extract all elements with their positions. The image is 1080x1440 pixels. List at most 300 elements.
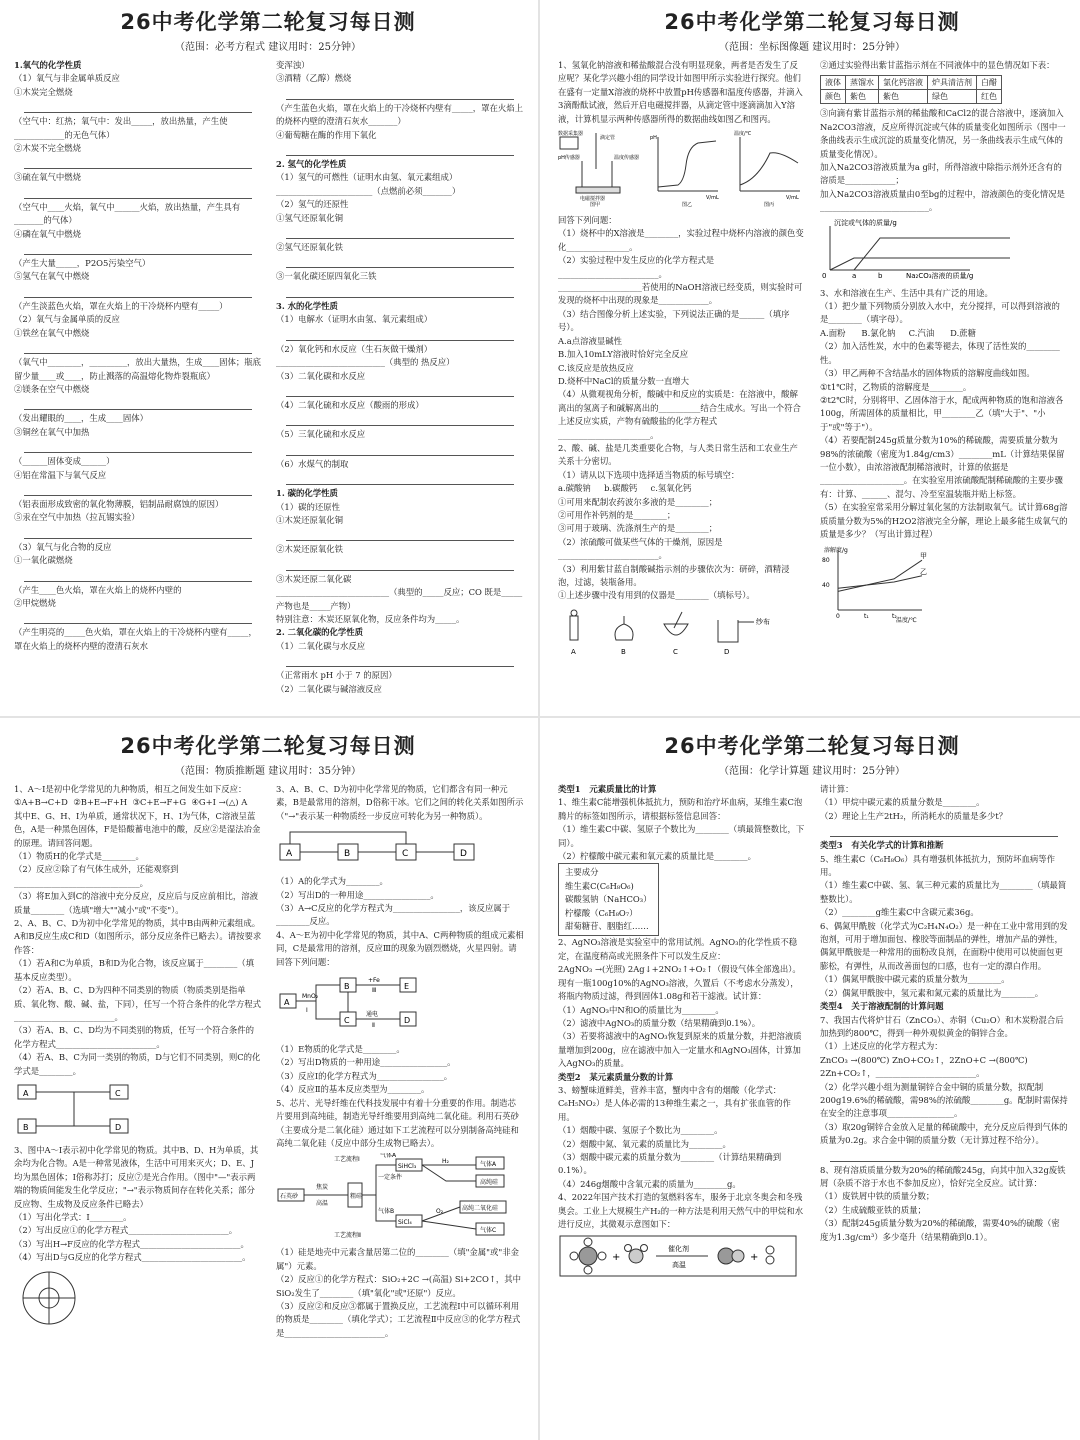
answer-blank-line[interactable] <box>286 284 514 298</box>
text-line: B.加入10mLY溶液时恰好完全反应 <box>558 349 689 360</box>
label-option-a: A <box>571 647 576 656</box>
text-line: a.碳酸钠 b.碳酸钙 c.氢氧化钙 <box>558 483 692 494</box>
text-line: ①铁丝在氧气中燃烧 <box>14 327 90 338</box>
node-a: A <box>286 849 293 860</box>
label-electrolysis: 通电 <box>366 1011 379 1019</box>
text-line: （2）加入活性炭，水中的色素等褪去，体现了活性炭的________性。 <box>820 341 1060 365</box>
text-line: （2）若A、B、C、D为四种不同类别的物质（物质类别是指单质、氧化物、酸、碱、盐，下同），任写一个符合条件的化学方程式________________________。 <box>14 985 262 1022</box>
label-condition: 一定条件 <box>378 1174 403 1182</box>
text-line: （2）烟酸中氮、氧元素的质量比为________。 <box>558 1138 731 1149</box>
text-line: （1）硅是地壳中元素含量居第二位的________（填"金属"或"非金属"）元素。 <box>276 1247 520 1271</box>
text-line: ①一氧化碳燃烧 <box>14 555 73 566</box>
label-quartz-sand: 石英砂 <box>280 1193 299 1201</box>
text-line: 5、维生素C（C₆H₈O₆）具有增强机体抵抗力，预防坏血病等作用。 <box>820 853 1056 878</box>
text-line: 特别注意：木炭还原氧化物，反应条件均为_____。 <box>276 613 465 624</box>
label-fig-yi: 图乙 <box>682 202 693 208</box>
text-line: （2）偶氮甲酰胺中，氢元素和氮元素的质量比为________。 <box>820 987 1044 998</box>
vitamin-label-box <box>558 863 659 936</box>
indicator-color-table <box>820 75 1002 104</box>
answer-blank-line[interactable] <box>286 327 514 341</box>
label-option-c: C <box>673 647 678 656</box>
text-line: （产生大量_____，P2O5污染空气） <box>14 258 151 269</box>
text-line: ②木炭还原氧化铁 <box>276 544 343 555</box>
flow-mno2-svg <box>276 972 476 1036</box>
text-line: （1）维生素C中碳、氢原子个数比为________（填最简整数比，下同）。 <box>558 824 805 848</box>
worksheet-subtitle: （范围：化学计算题 建议用时：25分钟） <box>719 766 905 777</box>
data-collector-icon <box>560 137 578 149</box>
table-cell: 炉具清洁剂 <box>928 76 977 90</box>
text-line: 1、氢氧化钠溶液和稀盐酸混合没有明显现象，两者是否发生了反应呢？某化学兴趣小组的同学设计如图甲所示实验进行探究。他们在盛有一定量X溶液的烧杯中放置pH传感器和温度传感器，并滴入3滴酚酞试液，然后开启电磁搅拌器，从滴定管中逐滴滴加入Y溶液，计算机显示两种传感器所得的数据曲线如图乙和图丙。 <box>558 60 803 124</box>
temperature-curve <box>740 153 798 185</box>
text-line: A.面粉 B.氯化钠 C.汽油 D.蔗糖 <box>820 327 977 338</box>
text-line: 维生素C(C₆H₈O₆) <box>565 880 634 891</box>
text-line: ②可用作补钙剂的是________； <box>558 509 676 520</box>
answer-blank-line[interactable] <box>830 1148 1058 1162</box>
label-gas-c: 气体C <box>480 1227 497 1235</box>
label-reaction-1: Ⅰ <box>306 1007 308 1015</box>
text-line: 1. 碳的化学性质 <box>276 488 338 499</box>
text-line: ③可用于玻璃、洗涤剂生产的是________； <box>558 523 718 534</box>
answer-blank-line[interactable] <box>24 439 252 453</box>
worksheet-title: 26中考化学第二轮复习每日测 <box>664 734 960 758</box>
text-line: （2）________g维生素C中含碳元素36g。 <box>820 907 979 918</box>
text-line: ⑤汞在空气中加热（拉瓦锡实验） <box>14 512 140 523</box>
text-line: （4）从微观视角分析，酸碱中和反应的实质是：在溶液中，酸解离出的氢离子和碱解离出的__________结合生成水。写出一个符合上述反应实质，产物有硫酸盐的化学方程式______________________。 <box>558 389 801 440</box>
precipitate-curve <box>854 238 1010 270</box>
label-sicl4: SiCl₄ <box>398 1219 412 1227</box>
text-line: ②t2℃时，分别将甲、乙固体溶于水，配成两种物质的饱和溶液各100g，所需固体的质量相比，甲________乙（填"大于"、"小于"或"等于"）。 <box>820 394 1064 432</box>
text-line: 2AgNO₃ →(光照) 2Ag↓+2NO₂↑+O₂↑（假设气体全部逸出）。现有一瓶100g10%的AgNO₃溶液，久置后（不考虑水分蒸发），将瓶内物质过滤，得到固体1.08g和若干滤液。试计算： <box>558 964 801 1002</box>
text-line: （1）烧杯中的X溶液是________，实验过程中烧杯内溶液的颜色变化_______________。 <box>558 228 804 252</box>
question-2-part3 <box>820 107 1068 214</box>
label-ph-sensor: pH传感器 <box>558 155 580 162</box>
node-c: C <box>115 1088 121 1098</box>
text-line: 碳酸氢钠（NaHCO₃） <box>565 894 652 905</box>
label-h2: H₂ <box>442 1158 449 1166</box>
worksheet-subtitle: （范围：坐标图像题 建议用时：25分钟） <box>719 42 905 53</box>
text-line: 1、维生素C能增强机体抵抗力，预防和治疗坏血病，某维生素C泡腾片的标签如图所示，请根据标签信息回答： <box>558 797 803 821</box>
silicon-process-diagram <box>276 1153 524 1243</box>
text-line: ③硫在氧气中燃烧 <box>14 172 81 183</box>
label-process-1: 工艺流程Ⅰ <box>334 1156 360 1164</box>
text-line: （4）写出D与G反应的化学方程式________________________。 <box>14 1252 251 1263</box>
label-fig-jia: 图甲 <box>590 202 601 208</box>
label-x-axis: Na₂CO₃溶液的质量/g <box>906 271 974 280</box>
label-reaction-3: Ⅲ <box>372 987 377 995</box>
abcd-relation-diagram <box>14 1081 262 1141</box>
text-line: （1）偶氮甲酰胺中碳元素的质量分数为________。 <box>820 974 1010 985</box>
node-b: B <box>344 849 351 860</box>
node-d: D <box>460 849 467 860</box>
label-o2: O₂ <box>436 1208 444 1216</box>
column-right <box>276 59 524 696</box>
text-line: （4）若A、B、C为同一类别的物质，D与它们不同类别，则C的化学式是________。 <box>14 1052 261 1076</box>
y-tick-label: 40 <box>822 582 830 590</box>
column-right <box>276 783 524 1340</box>
label-stirrer: 电磁搅拌器 <box>580 196 606 203</box>
label-collector: 数据采集器 <box>558 131 584 138</box>
text-line: （1）废铁屑中铁的质量分数； <box>820 1191 935 1202</box>
text-line: （2）实验过程中发生反应的化学方程式是________________________。 <box>558 255 715 279</box>
text-line: 类型3 有关化学式的计算和推断 <box>820 840 944 851</box>
text-line: （3）氧气与化合物的反应 <box>14 541 112 552</box>
answer-blank-line[interactable] <box>286 527 514 541</box>
text-line: （2）理论上生产2tH₂，所消耗水的质量是多少t？ <box>820 810 1008 821</box>
answer-blank-line[interactable] <box>286 225 514 239</box>
text-line: （产生明亮的_____色火焰，罩在火焰上的干冷烧杯内壁有_____，罩在火焰上的烧杯内壁的澄清石灰水 <box>14 627 257 651</box>
text-line: （1）氢气的可燃性（证明水由氢、氧元素组成） <box>276 172 458 183</box>
text-line: （产生淡蓝色火焰，罩在火焰上的干冷烧杯内壁有_____） <box>14 300 228 311</box>
answer-blank-line[interactable] <box>24 610 252 624</box>
text-line: ①A+B→C+D ②B+E→F+H ③C+E→F+G ④G+I →(△) A <box>14 797 248 808</box>
text-line: （1）若A和C为单质，B和D为化合物，该反应属于________（填基本反应类型）。 <box>14 958 255 982</box>
text-line: 3、螃蟹味道鲜美，营养丰富，蟹肉中含有的烟酸（化学式：C₆H₅NO₂）是人体必需的13种维生素之一，具有扩张血管的作用。 <box>558 1084 791 1122</box>
label-temp-axis: 温度/℃ <box>734 131 752 138</box>
label-a: a <box>852 271 857 280</box>
label-gauze: 纱布 <box>756 617 770 626</box>
column-left <box>558 59 806 665</box>
apparatus-figure <box>558 130 639 207</box>
text-line: （3）写出H→F反应的化学方程式________________________。 <box>14 1238 249 1249</box>
text-line: ④磷在氧气中燃烧 <box>14 228 81 239</box>
text-line: （6）水煤气的制取 <box>276 458 349 469</box>
answer-blank-line[interactable] <box>24 185 252 199</box>
answer-blank-line[interactable] <box>286 557 514 571</box>
methane-micro-svg <box>558 1234 798 1278</box>
text-line: （1）AgNO₃中N和O的质量比为________。 <box>558 1004 724 1015</box>
question-5 <box>276 1043 524 1150</box>
text-line: 类型2 某元素质量分数的计算 <box>558 1071 674 1082</box>
precipitate-gas-svg <box>820 218 1020 280</box>
text-line: ②木炭不完全燃烧 <box>14 143 81 154</box>
label-volume-axis: V/mL <box>706 195 719 202</box>
x-tick-label: 0 <box>836 613 840 621</box>
column-left <box>14 783 262 1340</box>
question-1-2 <box>14 783 262 1078</box>
text-line: 加入Na2CO3溶液质量由0至bg的过程中，溶液颜色的变化情况是__________________________。 <box>820 188 1065 213</box>
question-1-2-parts <box>558 214 806 603</box>
text-line: ____________________若使用的NaOH溶液已经变质，则实验时可发现的烧杯中出现的现象是____________。 <box>558 282 803 306</box>
label-option-b: B <box>621 647 626 656</box>
precipitate-gas-chart <box>820 218 1068 284</box>
solubility-chart <box>820 544 1068 628</box>
column-left <box>14 59 262 696</box>
question-1-stem <box>558 59 806 126</box>
y-tick-label: 80 <box>822 557 830 565</box>
text-line: 1.氧气的化学性质 <box>14 60 82 70</box>
text-line: （2）滤液中AgNO₃的质量分数（结果精确到0.1%）。 <box>558 1017 761 1028</box>
answer-blank-line[interactable] <box>286 442 514 456</box>
text-line: （2）反应②除了有气体生成外，还能观察到______________________________。 <box>14 864 179 888</box>
text-line: 3、图中A～I表示初中化学常见的物质。其中B、D、H为单质，其余均为化合物。A是一种常见液体，生活中可用来灭火；D、E、J均为黑色固体；I俗称苏打；反应⑦是光合作用。（图中"—"表示两端的物质间能发生化学反应；"→"表示物质间存在转化关系；部分反应物、生成物及反应条件已略去） <box>14 1144 259 1209</box>
label-gas-b: 气体B <box>378 1208 395 1216</box>
text-line: （4）若要配制245g质量分数为10%的稀硫酸，需要质量分数为98%的浓硫酸（密度为1.84g/cm3）________mL（计算结果保留一位小数），由浓溶液配制稀溶液时，计算的依据是____________________。在实验室用浓硫酸配制稀硫酸的主要步骤有：计算、______、混匀、冷至室温装瓶并贴上标签。 <box>820 435 1065 499</box>
gas-curve <box>830 258 1010 270</box>
text-line: （3）A→C反应的化学方程式为________________，该反应属于________反应。 <box>276 903 511 927</box>
answer-blank-line[interactable] <box>24 525 252 539</box>
answer-blank-line[interactable] <box>286 653 514 667</box>
node-a: A <box>23 1088 29 1098</box>
table-cell: 红色 <box>977 90 1002 104</box>
text-line: （1）氧气与非金属单质反应 <box>14 73 120 84</box>
question-3-right <box>276 783 524 823</box>
label-b: b <box>878 271 883 280</box>
label-fe: +Fe <box>368 977 380 985</box>
worksheet-title: 26中考化学第二轮复习每日测 <box>120 734 416 758</box>
text-line: 7、我国古代将炉甘石（ZnCO₃）、赤铜（Cu₂O）和木炭粉混合后加热到约800℃，得到一种外观似黄金的铜锌合金。 <box>820 1014 1064 1038</box>
table-cell: 蒸馏水 <box>846 76 879 90</box>
worksheet-inference <box>0 724 536 1436</box>
text-line: （3）甲乙两种不含结晶水的固体物质的溶解度曲线如图。 <box>820 368 1035 379</box>
worksheet-title: 26中考化学第二轮复习每日测 <box>120 10 416 34</box>
table-cell: 颜色 <box>821 90 846 104</box>
text-line: 2. 氢气的化学性质 <box>276 159 347 170</box>
type-1-question <box>558 783 806 863</box>
text-line: （2）氧气与金属单质的反应 <box>14 314 120 325</box>
text-line: （4）246g烟酸中含氧元素的质量为________g。 <box>558 1178 741 1189</box>
text-line: 类型4 关于溶液配制的计算问题 <box>820 1001 944 1012</box>
text-line: （2）反应①的化学方程式：SiO₂+2C →(高温) Si+2CO↑，其中SiO₂发生了________（填"氧化"或"还原"）反应。 <box>276 1274 522 1298</box>
x-tick-label: t₂ <box>892 613 897 621</box>
text-line: A.a点溶液显碱性 <box>558 335 622 346</box>
beaker-with-gauze-icon <box>718 620 754 642</box>
text-line: （1）上述反应的化学方程式为： <box>820 1041 943 1052</box>
answer-blank-line[interactable] <box>24 568 252 582</box>
answer-blank-line[interactable] <box>24 284 252 298</box>
text-line: （3）取20g铜锌合金放入足量的稀硫酸中，充分反应后得到气体的质量为0.2g。求合金中铜的质量分数（无计算过程不给分）。 <box>820 1121 1068 1146</box>
text-line: 主要成分 <box>565 867 599 878</box>
dropper-icon <box>570 610 578 640</box>
titration-figures <box>558 129 806 211</box>
text-line: （正常雨水 pH 小于 7 的原因） <box>276 670 397 681</box>
series-label: 乙 <box>920 568 927 577</box>
text-line: ①t1℃时，乙物质的溶解度是________。 <box>820 381 972 392</box>
label-high-temp: 高温 <box>672 1261 686 1270</box>
text-line: 3、A、B、C、D为初中化学常见的物质，它们都含有同一种元素，B是最常用的溶剂，D俗称干冰。它们之间的转化关系如图所示（"→"表示某一种物质经一步反应可转化为另一种物质）。 <box>276 784 524 821</box>
label-sihcl3: SiHCl₃ <box>398 1163 417 1171</box>
question-5-parts <box>276 1246 524 1340</box>
text-line: （3）反应Ⅰ的化学方程式为________________。 <box>276 1070 453 1081</box>
text-line: ②镁条在空气中燃烧 <box>14 383 90 394</box>
silicon-process-svg <box>276 1153 516 1239</box>
answer-blank-line[interactable] <box>286 412 514 426</box>
table-cell: 液体 <box>821 76 846 90</box>
text-line: （3）二氧化碳和水反应 <box>276 370 366 381</box>
table-cell: 绿色 <box>928 90 977 104</box>
answer-blank-line[interactable] <box>24 155 252 169</box>
text-line: 请计算： <box>820 784 854 794</box>
answer-blank-line[interactable] <box>286 254 514 268</box>
answer-blank-line[interactable] <box>24 241 252 255</box>
x-tick-label: t₁ <box>864 613 869 621</box>
node-d: D <box>115 1122 122 1132</box>
answer-blank-line[interactable] <box>830 823 1058 837</box>
label-gas-a: 气体A <box>380 1153 397 1160</box>
question-3-left <box>14 1144 262 1265</box>
text-line: （空气中：红热；氧气中：发出_____，放出热量，产生使____________的无色气体） <box>14 116 228 140</box>
label-reaction-2: Ⅱ <box>372 1022 375 1030</box>
water-molecule-icon <box>625 1245 648 1264</box>
text-line: 2、AgNO₃溶液是实验室中的常用试剂。AgNO₃的化学性质不稳定，在温度稍高或光照条件下可以发生反应： <box>558 937 798 961</box>
label-coke: 焦炭 <box>316 1184 329 1192</box>
node-c: C <box>344 1016 350 1026</box>
methane-molecule-icon <box>570 1238 606 1274</box>
text-line: 6、偶氮甲酰胺（化学式为C₂H₄N₄O₂）是一种在工业中常用到的发泡剂，可用于增加面包、橡胶等面制品的弹性，增加产品的弹性，偶氮甲酰胺是一种常用的面粉改良剂，在面粉中使用可以使面包更膨松，有弹性，从而改善面包的口感，也有一定的漂白作用。 <box>820 920 1068 971</box>
text-line: （1）E物质的化学式是________。 <box>276 1044 405 1055</box>
text-line: （3）配制245g质量分数为20%的稀硫酸，需要40%的硫酸（密度为1.3g/cm³）多少毫升（结果精确到0.1）。 <box>820 1218 1060 1242</box>
answer-blank-line[interactable] <box>24 340 252 354</box>
column-right <box>820 783 1068 1285</box>
text-line: 类型1 元素质量比的计算 <box>558 784 657 794</box>
y-axis-label: 溶解度/g <box>824 547 848 555</box>
label-y-axis: 沉淀或气体的质量/g <box>834 218 897 227</box>
column-left <box>558 783 806 1285</box>
text-line: ④葡萄糖在酶的作用下氧化 <box>276 129 377 140</box>
text-line: 加入Na2CO3溶液质量为a g时，所得溶液中除指示剂外还含有的溶质是____________； <box>820 162 1062 186</box>
text-line: （5）三氧化硫和水反应 <box>276 429 366 440</box>
label-catalyst: 催化剂 <box>668 1245 689 1254</box>
text-line: （2）氢气的还原性 <box>276 199 349 210</box>
worksheet-graphs <box>544 0 1080 712</box>
text-line: ③铜丝在氧气中加热 <box>14 426 90 437</box>
text-line: （1）把少量下列物质分别放入水中，充分搅拌，可以得到溶液的是________（填字母）。 <box>820 301 1060 325</box>
text-line: （2）柠檬酸中碳元素和氧元素的质量比是________。 <box>558 851 756 862</box>
circle-network-diagram <box>14 1268 262 1332</box>
answer-blank-line[interactable] <box>286 471 514 485</box>
answer-blank-line[interactable] <box>24 99 252 113</box>
text-line: （1）维生素C中碳、氢、氧三种元素的质量比为________（填最简整数比）。 <box>820 880 1067 904</box>
text-line: （1）烟酸中碳、氢原子个数比为________。 <box>558 1125 723 1136</box>
label-temp-sensor: 温度传感器 <box>614 155 640 162</box>
temperature-curve-figure <box>734 130 800 207</box>
text-line: （3）若A、B、C、D均为不同类别的物质，任写一个符合条件的化学方程式________________________。 <box>14 1025 255 1049</box>
text-line: 2、A、B、C、D为初中化学常见的物质，其中B由两种元素组成。A和B反应生成C和D（如图所示，部分反应条件已略去）。请按要求作答： <box>14 918 262 955</box>
text-line: 1、A～I是初中化学常见的九种物质，相互之间发生如下反应： <box>14 784 247 794</box>
text-line: ①氢气还原氧化铜 <box>276 212 343 223</box>
worksheet-title: 26中考化学第二轮复习每日测 <box>664 10 960 34</box>
text-line: ①木炭完全燃烧 <box>14 86 73 97</box>
svg-text:+: + <box>612 1252 621 1264</box>
methane-micro-diagram <box>558 1234 806 1282</box>
text-line: __________________________（典型的 热反应） <box>276 357 455 368</box>
text-line: ⑤氢气在氧气中燃烧 <box>14 271 90 282</box>
text-line: （3）烟酸中碳元素的质量分数为________（计算结果精确到0.1%）。 <box>558 1151 782 1176</box>
ph-curve <box>658 141 716 187</box>
text-line: C.该反应是放热反应 <box>558 362 634 373</box>
text-line: （3）利用紫甘蓝自制酸碱指示剂的步骤依次为：研碎，酒精浸泡，过滤，装瓶备用。 <box>558 563 790 587</box>
label-ph-axis: pH <box>650 135 657 142</box>
flow-abcd-svg <box>276 826 506 868</box>
table-cell: 紫色 <box>846 90 879 104</box>
text-line: （氧气中________，_________，放出大量热，生成____固体；瓶底留少量____或____，防止溅落的高温熔化物炸裂瓶底） <box>14 357 262 381</box>
label-gas-a-out: 气体A <box>480 1161 497 1169</box>
text-line: ③木炭还原二氧化碳 <box>276 573 352 584</box>
label-burette: 滴定管 <box>600 135 616 142</box>
beaker-icon <box>582 161 612 187</box>
text-line: _______________________（点燃前必须_______） <box>276 185 461 196</box>
worksheet-subtitle: （范围：物质推断题 建议用时：35分钟） <box>175 766 361 777</box>
text-line: （发出耀眼的____，生成____固体） <box>14 413 148 424</box>
text-line: （空气中____火焰，氧气中______火焰，放出热量，产生具有_______的气体） <box>14 201 241 226</box>
text-line: ___________________________（典型的_____反应；CO 既是_____产物也是_____产物） <box>276 587 523 611</box>
text-line: （1）物质H的化学式是________。 <box>14 851 144 862</box>
label-option-d: D <box>724 647 730 656</box>
titration-figure-svg <box>558 129 803 207</box>
vertical-divider <box>538 0 540 1440</box>
text-line: （3）将E加入到C的溶液中充分反应，反应后与反应前相比，溶液质量________（选填"增大""减小"或"不变"）。 <box>14 891 258 915</box>
text-line: （3）结合图像分析上述实验，下列说法正确的是______（填序号）。 <box>558 308 790 333</box>
instrument-figure <box>558 606 806 662</box>
alcohol-lamp-icon <box>615 616 633 640</box>
co-molecule-icon <box>718 1248 744 1264</box>
text-line: （4）反应Ⅱ的基本反应类型为________。 <box>276 1084 430 1095</box>
text-line: 2、酸、碱、盐是几类重要化合物，与人类日常生活和工农业生产关系十分密切。 <box>558 442 798 467</box>
text-line: ①可用来配制农药波尔多液的是________； <box>558 496 718 507</box>
text-line: （1）A的化学式为________。 <box>276 876 388 887</box>
text-line: ②通过实验得出紫甘蓝指示剂在不同液体中的显色情况如下表： <box>820 60 1055 70</box>
node-b: B <box>23 1122 29 1132</box>
node-a: A <box>284 998 290 1008</box>
solubility-chart-svg <box>820 544 930 624</box>
node-e: E <box>404 982 410 992</box>
svg-text:+: + <box>750 1252 759 1264</box>
text-line: （2）写出反应①的化学方程式________________________。 <box>14 1225 238 1236</box>
text-line: （4）二氧化硫和水反应（酸雨的形成） <box>276 399 424 410</box>
mortar-icon <box>664 612 688 635</box>
stirrer-icon <box>576 187 620 193</box>
text-line: ②甲烷燃烧 <box>14 597 56 608</box>
text-line: （产生____色火焰，罩在火焰上的烧杯内壁的 <box>14 584 182 595</box>
flow-mno2-diagram <box>276 972 524 1040</box>
answer-blank-line[interactable] <box>286 86 514 100</box>
label-crude-si: 粗硅 <box>350 1193 363 1201</box>
text-line: （2）写出D物质的一种用途________________。 <box>276 1057 456 1068</box>
text-line: （产生蓝色火焰，罩在火焰上的干冷烧杯内壁有_____，罩在火焰上的烧杯内壁的澄清石灰水_______） <box>276 102 524 127</box>
question-3 <box>820 287 1068 542</box>
text-line: 2. 二氧化碳的化学性质 <box>276 627 364 638</box>
text-line: 5、芯片、光导纤维在代科技发展中有着十分重要的作用。制造芯片要用到高纯硅，制造光导纤维要用到高纯二氧化硅。利用石英砂（主要成分是二氧化硅）通过如下工艺流程可以分别制备高纯硅和高纯二氧化硅（反应中部分生成物已略去）。 <box>276 1097 519 1148</box>
text-line: 3、水和溶液在生产、生活中具有广泛的用途。 <box>820 287 993 298</box>
label-process-2: 工艺流程Ⅱ <box>334 1232 361 1240</box>
text-line: 回答下列问题： <box>558 215 617 226</box>
text-line: 8、现有溶质质量分数为20%的稀硫酸245g，向其中加入32g废铁屑（杂质不溶于水也不参加反应），恰好完全反应。试计算： <box>820 1164 1066 1188</box>
text-line: ③向滴有紫甘蓝指示剂的稀盐酸和CaCl2的混合溶液中，逐滴加入Na2CO3溶液，反应所得沉淀或气体的质量变化如图所示（图中一条曲线表示生成沉淀的质量变化情况，另一条曲线表示生成气体的质量变化情况）。 <box>820 108 1066 159</box>
question-4 <box>276 875 524 969</box>
text-line: （2）写出D的一种用途________________。 <box>276 889 439 900</box>
answer-blank-line[interactable] <box>24 396 252 410</box>
text-line: （______固体变成______） <box>14 456 115 467</box>
circle-network-svg <box>14 1268 84 1328</box>
text-line: （3）反应②和反应③都属于置换反应，工艺流程Ⅰ中可以循环利用的物质是________（填化学式）；工艺流程Ⅱ中反应③的化学方程式是________________________。 <box>276 1300 521 1338</box>
node-c: C <box>402 849 409 860</box>
text-line: （1）电解水（证明水由氢、氧元素组成） <box>276 314 433 325</box>
text-line: D.烧杯中NaCl的质量分数一直增大 <box>558 375 689 386</box>
answer-blank-line[interactable] <box>24 482 252 496</box>
x-axis-label: 温度/℃ <box>896 617 917 625</box>
label-mno2: MnO₂ <box>302 993 319 1001</box>
node-d: D <box>404 1016 411 1026</box>
answer-blank-line[interactable] <box>286 142 514 156</box>
text-line: ①木炭还原氧化铜 <box>276 514 343 525</box>
text-line: （1）甲烷中碳元素的质量分数是________。 <box>820 797 985 808</box>
label-pure-si: 高纯硅 <box>480 1179 499 1187</box>
text-line: 3. 水的化学性质 <box>276 300 338 311</box>
text-line: （1）请从以下选项中选择适当物质的标号填空： <box>558 469 740 480</box>
instrument-svg <box>558 606 803 658</box>
hydrogen-molecule-icon <box>766 1246 774 1264</box>
answer-blank-line[interactable] <box>286 383 514 397</box>
column-right <box>820 59 1068 665</box>
